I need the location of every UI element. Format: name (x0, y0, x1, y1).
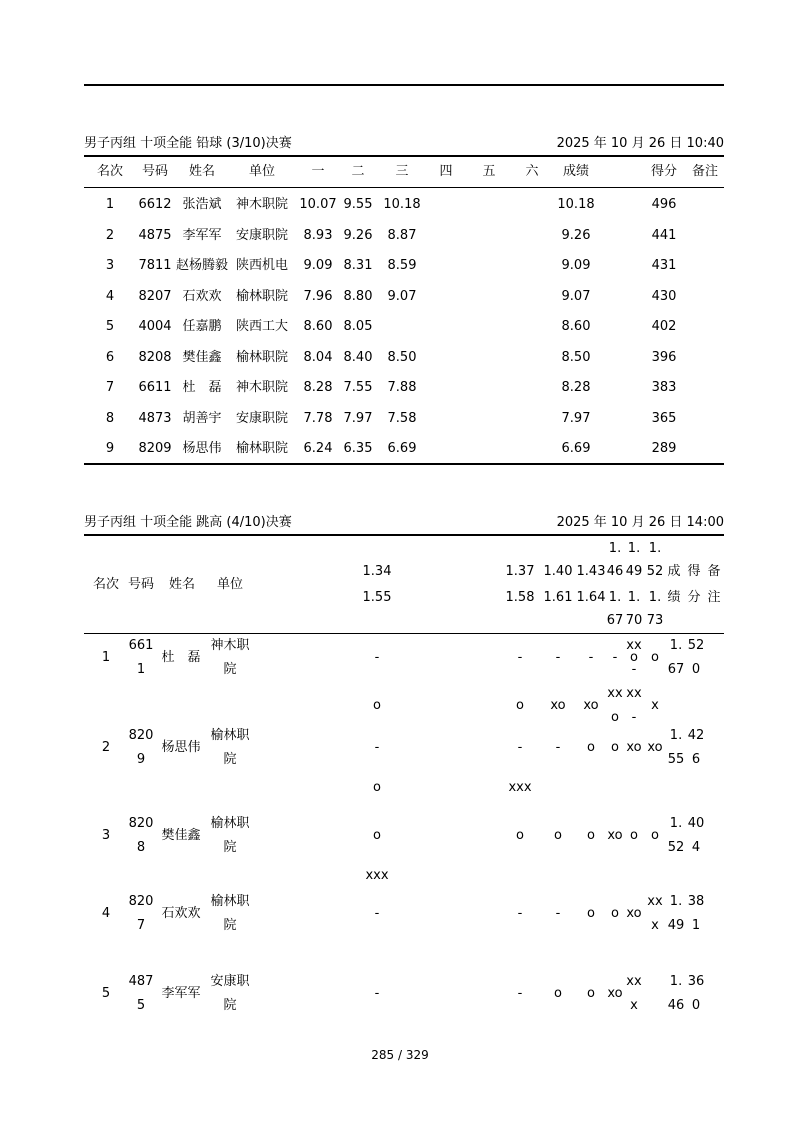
cell-a3: 7.58 (387, 411, 417, 426)
cell-number-a: 820 (128, 728, 154, 743)
section1-header-rule (84, 187, 724, 188)
cell-rank: 2 (101, 740, 111, 755)
cell-attempt-stack-b: o (611, 710, 619, 725)
cell-attempt-stack-a: xx (626, 974, 642, 989)
cell-rank: 3 (105, 258, 115, 273)
height-header-4: 1.43 (576, 564, 606, 579)
cell-score: 431 (651, 258, 677, 273)
col-header-unit: 单位 (248, 164, 275, 179)
cell-score: 496 (651, 197, 677, 212)
cell-name: 石欢欢 (182, 289, 222, 304)
cell-name: 任嘉鹏 (182, 319, 222, 334)
cell-unit-a: 榆林职 (210, 816, 250, 831)
cell-attempt-stack-a: xx (626, 686, 642, 701)
col-header-score-1: 得 (687, 564, 701, 579)
cell-unit: 安康职院 (235, 228, 288, 243)
cell-rank: 2 (105, 228, 115, 243)
cell-attempt: xo (647, 740, 663, 755)
cell-a1: 8.28 (303, 380, 333, 395)
col-header-attempt-4: 四 (439, 164, 453, 179)
cell-score-b: 4 (691, 840, 701, 855)
cell-a1: 8.60 (303, 319, 333, 334)
cell-name: 胡善宇 (182, 411, 222, 426)
cell-attempt: o (611, 906, 619, 921)
col-header-score: 得分 (650, 164, 677, 179)
cell-attempt: o (587, 828, 595, 843)
height-header-2-alt: 1.58 (505, 590, 535, 605)
cell-attempt: o (516, 828, 524, 843)
cell-attempt: xo (607, 828, 623, 843)
cell-attempt-stack-a: xx (647, 894, 663, 909)
cell-no: 4004 (138, 319, 172, 334)
col-header-note-1: 备 (707, 564, 721, 579)
cell-name: 石欢欢 (161, 906, 201, 921)
cell-attempt: xo (626, 740, 642, 755)
cell-a1: 7.78 (303, 411, 333, 426)
cell-attempt-second: xxx (508, 780, 532, 795)
height-header-7-a: 1. (648, 541, 662, 556)
cell-attempt: o (630, 828, 638, 843)
cell-a1: 6.24 (303, 441, 333, 456)
cell-rank: 1 (105, 197, 115, 212)
cell-a2: 6.35 (343, 441, 373, 456)
cell-unit-b: 院 (223, 662, 237, 677)
cell-score: 289 (651, 441, 677, 456)
cell-attempt: o (554, 828, 562, 843)
cell-attempt: o (554, 986, 562, 1001)
cell-unit-a: 榆林职 (210, 894, 250, 909)
col-header-result-1: 成 (667, 564, 681, 579)
section1-datetime: 2025 年 10 月 26 日 10:40 (556, 136, 724, 151)
height-header-4-alt: 1.64 (576, 590, 606, 605)
cell-attempt-second: xo (583, 698, 599, 713)
section2-top-rule (84, 534, 724, 536)
cell-result-a: 1. (669, 728, 683, 743)
cell-unit: 榆林职院 (235, 289, 288, 304)
cell-attempt: o (587, 740, 595, 755)
col-header-attempt-3: 三 (395, 164, 409, 179)
cell-unit-b: 院 (223, 752, 237, 767)
section2-header-rule (84, 633, 724, 634)
col-header-name: 姓名 (188, 164, 215, 179)
cell-score-a: 52 (687, 638, 705, 653)
section1-top-rule (84, 155, 724, 157)
cell-result: 8.28 (561, 380, 591, 395)
cell-number-b: 7 (136, 918, 146, 933)
cell-result: 9.26 (561, 228, 591, 243)
cell-attempt: o (587, 986, 595, 1001)
cell-name: 杜 磊 (182, 380, 222, 395)
cell-attempt-second: o (516, 698, 524, 713)
cell-a3: 7.88 (387, 380, 417, 395)
cell-a1: 8.04 (303, 350, 333, 365)
height-header-5-d: 67 (606, 613, 624, 628)
cell-a3: 8.87 (387, 228, 417, 243)
height-header-3-alt: 1.61 (543, 590, 573, 605)
col-header-result: 成绩 (562, 164, 589, 179)
cell-attempt: o (611, 740, 619, 755)
cell-score-b: 0 (691, 998, 701, 1013)
col-header-attempt-2: 二 (351, 164, 365, 179)
cell-no: 6611 (138, 380, 172, 395)
cell-name: 樊佳鑫 (161, 828, 201, 843)
cell-score: 430 (651, 289, 677, 304)
cell-score-b: 6 (691, 752, 701, 767)
cell-score: 396 (651, 350, 677, 365)
cell-attempt-stack-b: x (651, 918, 659, 933)
cell-name: 张浩斌 (182, 197, 222, 212)
cell-number-b: 5 (136, 998, 146, 1013)
cell-result: 8.50 (561, 350, 591, 365)
cell-result-b: 46 (667, 998, 685, 1013)
cell-score-b: 0 (691, 662, 701, 677)
cell-attempt: o (651, 650, 659, 665)
cell-rank: 4 (105, 289, 115, 304)
cell-attempt-second: xxx (365, 868, 389, 883)
cell-attempt: - (374, 650, 380, 665)
cell-unit: 神木职院 (235, 197, 288, 212)
cell-a1: 9.09 (303, 258, 333, 273)
cell-rank: 3 (101, 828, 111, 843)
cell-a2: 8.05 (343, 319, 373, 334)
cell-unit-a: 榆林职 (210, 728, 250, 743)
cell-attempt: - (517, 986, 523, 1001)
section1-bottom-rule (84, 463, 724, 465)
cell-score: 402 (651, 319, 677, 334)
cell-result-a: 1. (669, 894, 683, 909)
cell-result: 8.60 (561, 319, 591, 334)
cell-a2: 7.97 (343, 411, 373, 426)
cell-score: 365 (651, 411, 677, 426)
cell-attempt: - (517, 906, 523, 921)
cell-rank: 7 (105, 380, 115, 395)
cell-attempt-second: xo (550, 698, 566, 713)
cell-attempt: - (517, 740, 523, 755)
cell-a1: 10.07 (299, 197, 337, 212)
cell-number-a: 487 (128, 974, 154, 989)
col-header-rank: 名次 (96, 164, 123, 179)
cell-attempt-stack-b: - (631, 662, 637, 677)
cell-result-b: 49 (667, 918, 685, 933)
cell-score-a: 38 (687, 894, 705, 909)
cell-result: 10.18 (557, 197, 595, 212)
col-header-attempt-1: 一 (311, 164, 325, 179)
col-header-note-2: 注 (707, 590, 721, 605)
height-header-1: 1.34 (362, 564, 392, 579)
cell-unit: 安康职院 (235, 411, 288, 426)
cell-attempt: - (374, 986, 380, 1001)
col-header-name: 姓名 (168, 577, 195, 592)
cell-number-b: 9 (136, 752, 146, 767)
cell-attempt: xo (626, 906, 642, 921)
col-header-number: 号码 (127, 577, 154, 592)
cell-attempt: xo (607, 986, 623, 1001)
height-header-6-d: 70 (625, 613, 643, 628)
cell-attempt-stack-b: - (631, 710, 637, 725)
cell-a2: 8.31 (343, 258, 373, 273)
section2-datetime: 2025 年 10 月 26 日 14:00 (556, 515, 724, 530)
cell-attempt-second: o (373, 780, 381, 795)
cell-number-b: 1 (136, 662, 146, 677)
cell-result: 6.69 (561, 441, 591, 456)
cell-rank: 9 (105, 441, 115, 456)
section2-title: 男子丙组 十项全能 跳高 (4/10)决赛 (84, 515, 292, 530)
col-header-result-2: 绩 (667, 590, 681, 605)
cell-attempt: o (630, 650, 638, 665)
height-header-7-d: 73 (646, 613, 664, 628)
height-header-6-b: 49 (625, 564, 643, 579)
cell-attempt-stack-a: xx (626, 638, 642, 653)
cell-rank: 4 (101, 906, 111, 921)
cell-score-a: 42 (687, 728, 705, 743)
cell-name: 李军军 (161, 986, 201, 1001)
cell-result-b: 52 (667, 840, 685, 855)
cell-attempt-stack-a: xx (607, 686, 623, 701)
cell-score-a: 36 (687, 974, 705, 989)
cell-unit: 榆林职院 (235, 350, 288, 365)
cell-unit-b: 院 (223, 998, 237, 1013)
height-header-1-alt: 1.55 (362, 590, 392, 605)
cell-no: 4873 (138, 411, 172, 426)
page-number: 285 / 329 (371, 1048, 429, 1062)
col-header-rank: 名次 (92, 577, 119, 592)
cell-name: 赵杨腾毅 (175, 258, 228, 273)
cell-number-b: 8 (136, 840, 146, 855)
cell-no: 8208 (138, 350, 172, 365)
cell-a3: 8.50 (387, 350, 417, 365)
cell-score: 441 (651, 228, 677, 243)
cell-a2: 8.80 (343, 289, 373, 304)
cell-attempt: - (555, 650, 561, 665)
cell-score: 383 (651, 380, 677, 395)
height-header-6-c: 1. (627, 590, 641, 605)
cell-attempt: o (651, 828, 659, 843)
cell-attempt-stack-b: x (630, 998, 638, 1013)
cell-a3: 8.59 (387, 258, 417, 273)
cell-attempt: o (587, 906, 595, 921)
cell-unit-b: 院 (223, 840, 237, 855)
cell-number-a: 661 (128, 638, 154, 653)
cell-a3: 6.69 (387, 441, 417, 456)
height-header-7-b: 52 (646, 564, 664, 579)
cell-name: 杨思伟 (182, 441, 222, 456)
cell-result-a: 1. (669, 974, 683, 989)
col-header-note: 备注 (691, 164, 718, 179)
col-header-attempt-6: 六 (525, 164, 539, 179)
height-header-2: 1.37 (505, 564, 535, 579)
cell-no: 8207 (138, 289, 172, 304)
cell-attempt-second: x (651, 698, 659, 713)
cell-result-a: 1. (669, 816, 683, 831)
top-rule (84, 84, 724, 86)
col-header-number: 号码 (141, 164, 168, 179)
cell-a1: 7.96 (303, 289, 333, 304)
height-header-5-a: 1. (608, 541, 622, 556)
cell-no: 8209 (138, 441, 172, 456)
cell-score-b: 1 (691, 918, 701, 933)
cell-name: 樊佳鑫 (182, 350, 222, 365)
cell-a2: 7.55 (343, 380, 373, 395)
cell-attempt: - (374, 740, 380, 755)
cell-result: 9.09 (561, 258, 591, 273)
cell-number-a: 820 (128, 894, 154, 909)
cell-name: 李军军 (182, 228, 222, 243)
cell-score-a: 40 (687, 816, 705, 831)
cell-a3: 9.07 (387, 289, 417, 304)
cell-attempt: o (373, 828, 381, 843)
col-header-score-2: 分 (687, 590, 701, 605)
cell-a2: 9.26 (343, 228, 373, 243)
cell-a1: 8.93 (303, 228, 333, 243)
cell-rank: 8 (105, 411, 115, 426)
cell-number-a: 820 (128, 816, 154, 831)
cell-no: 7811 (138, 258, 172, 273)
cell-no: 6612 (138, 197, 172, 212)
col-header-attempt-5: 五 (482, 164, 496, 179)
cell-attempt: - (517, 650, 523, 665)
cell-a2: 9.55 (343, 197, 373, 212)
cell-no: 4875 (138, 228, 172, 243)
cell-result-b: 55 (667, 752, 685, 767)
cell-result-a: 1. (669, 638, 683, 653)
cell-attempt: - (555, 740, 561, 755)
height-header-5-b: 46 (606, 564, 624, 579)
cell-a3: 10.18 (383, 197, 421, 212)
cell-unit: 神木职院 (235, 380, 288, 395)
cell-unit-a: 神木职 (210, 638, 250, 653)
cell-rank: 6 (105, 350, 115, 365)
cell-result: 7.97 (561, 411, 591, 426)
cell-a2: 8.40 (343, 350, 373, 365)
cell-rank: 5 (105, 319, 115, 334)
cell-rank: 1 (101, 650, 111, 665)
section1-title: 男子丙组 十项全能 铅球 (3/10)决赛 (84, 136, 292, 151)
cell-result: 9.07 (561, 289, 591, 304)
col-header-unit: 单位 (216, 577, 243, 592)
height-header-5-c: 1. (608, 590, 622, 605)
cell-attempt: - (555, 906, 561, 921)
cell-rank: 5 (101, 986, 111, 1001)
cell-attempt: - (612, 650, 618, 665)
cell-result-b: 67 (667, 662, 685, 677)
cell-attempt: - (588, 650, 594, 665)
cell-unit-a: 安康职 (210, 974, 250, 989)
cell-name: 杜 磊 (161, 650, 201, 665)
height-header-3: 1.40 (543, 564, 573, 579)
cell-unit: 陕西机电 (235, 258, 288, 273)
height-header-7-c: 1. (648, 590, 662, 605)
height-header-6-a: 1. (627, 541, 641, 556)
cell-unit: 陕西工大 (235, 319, 288, 334)
cell-unit-b: 院 (223, 918, 237, 933)
cell-name: 杨思伟 (161, 740, 201, 755)
cell-attempt-second: o (373, 698, 381, 713)
cell-attempt: - (374, 906, 380, 921)
cell-unit: 榆林职院 (235, 441, 288, 456)
